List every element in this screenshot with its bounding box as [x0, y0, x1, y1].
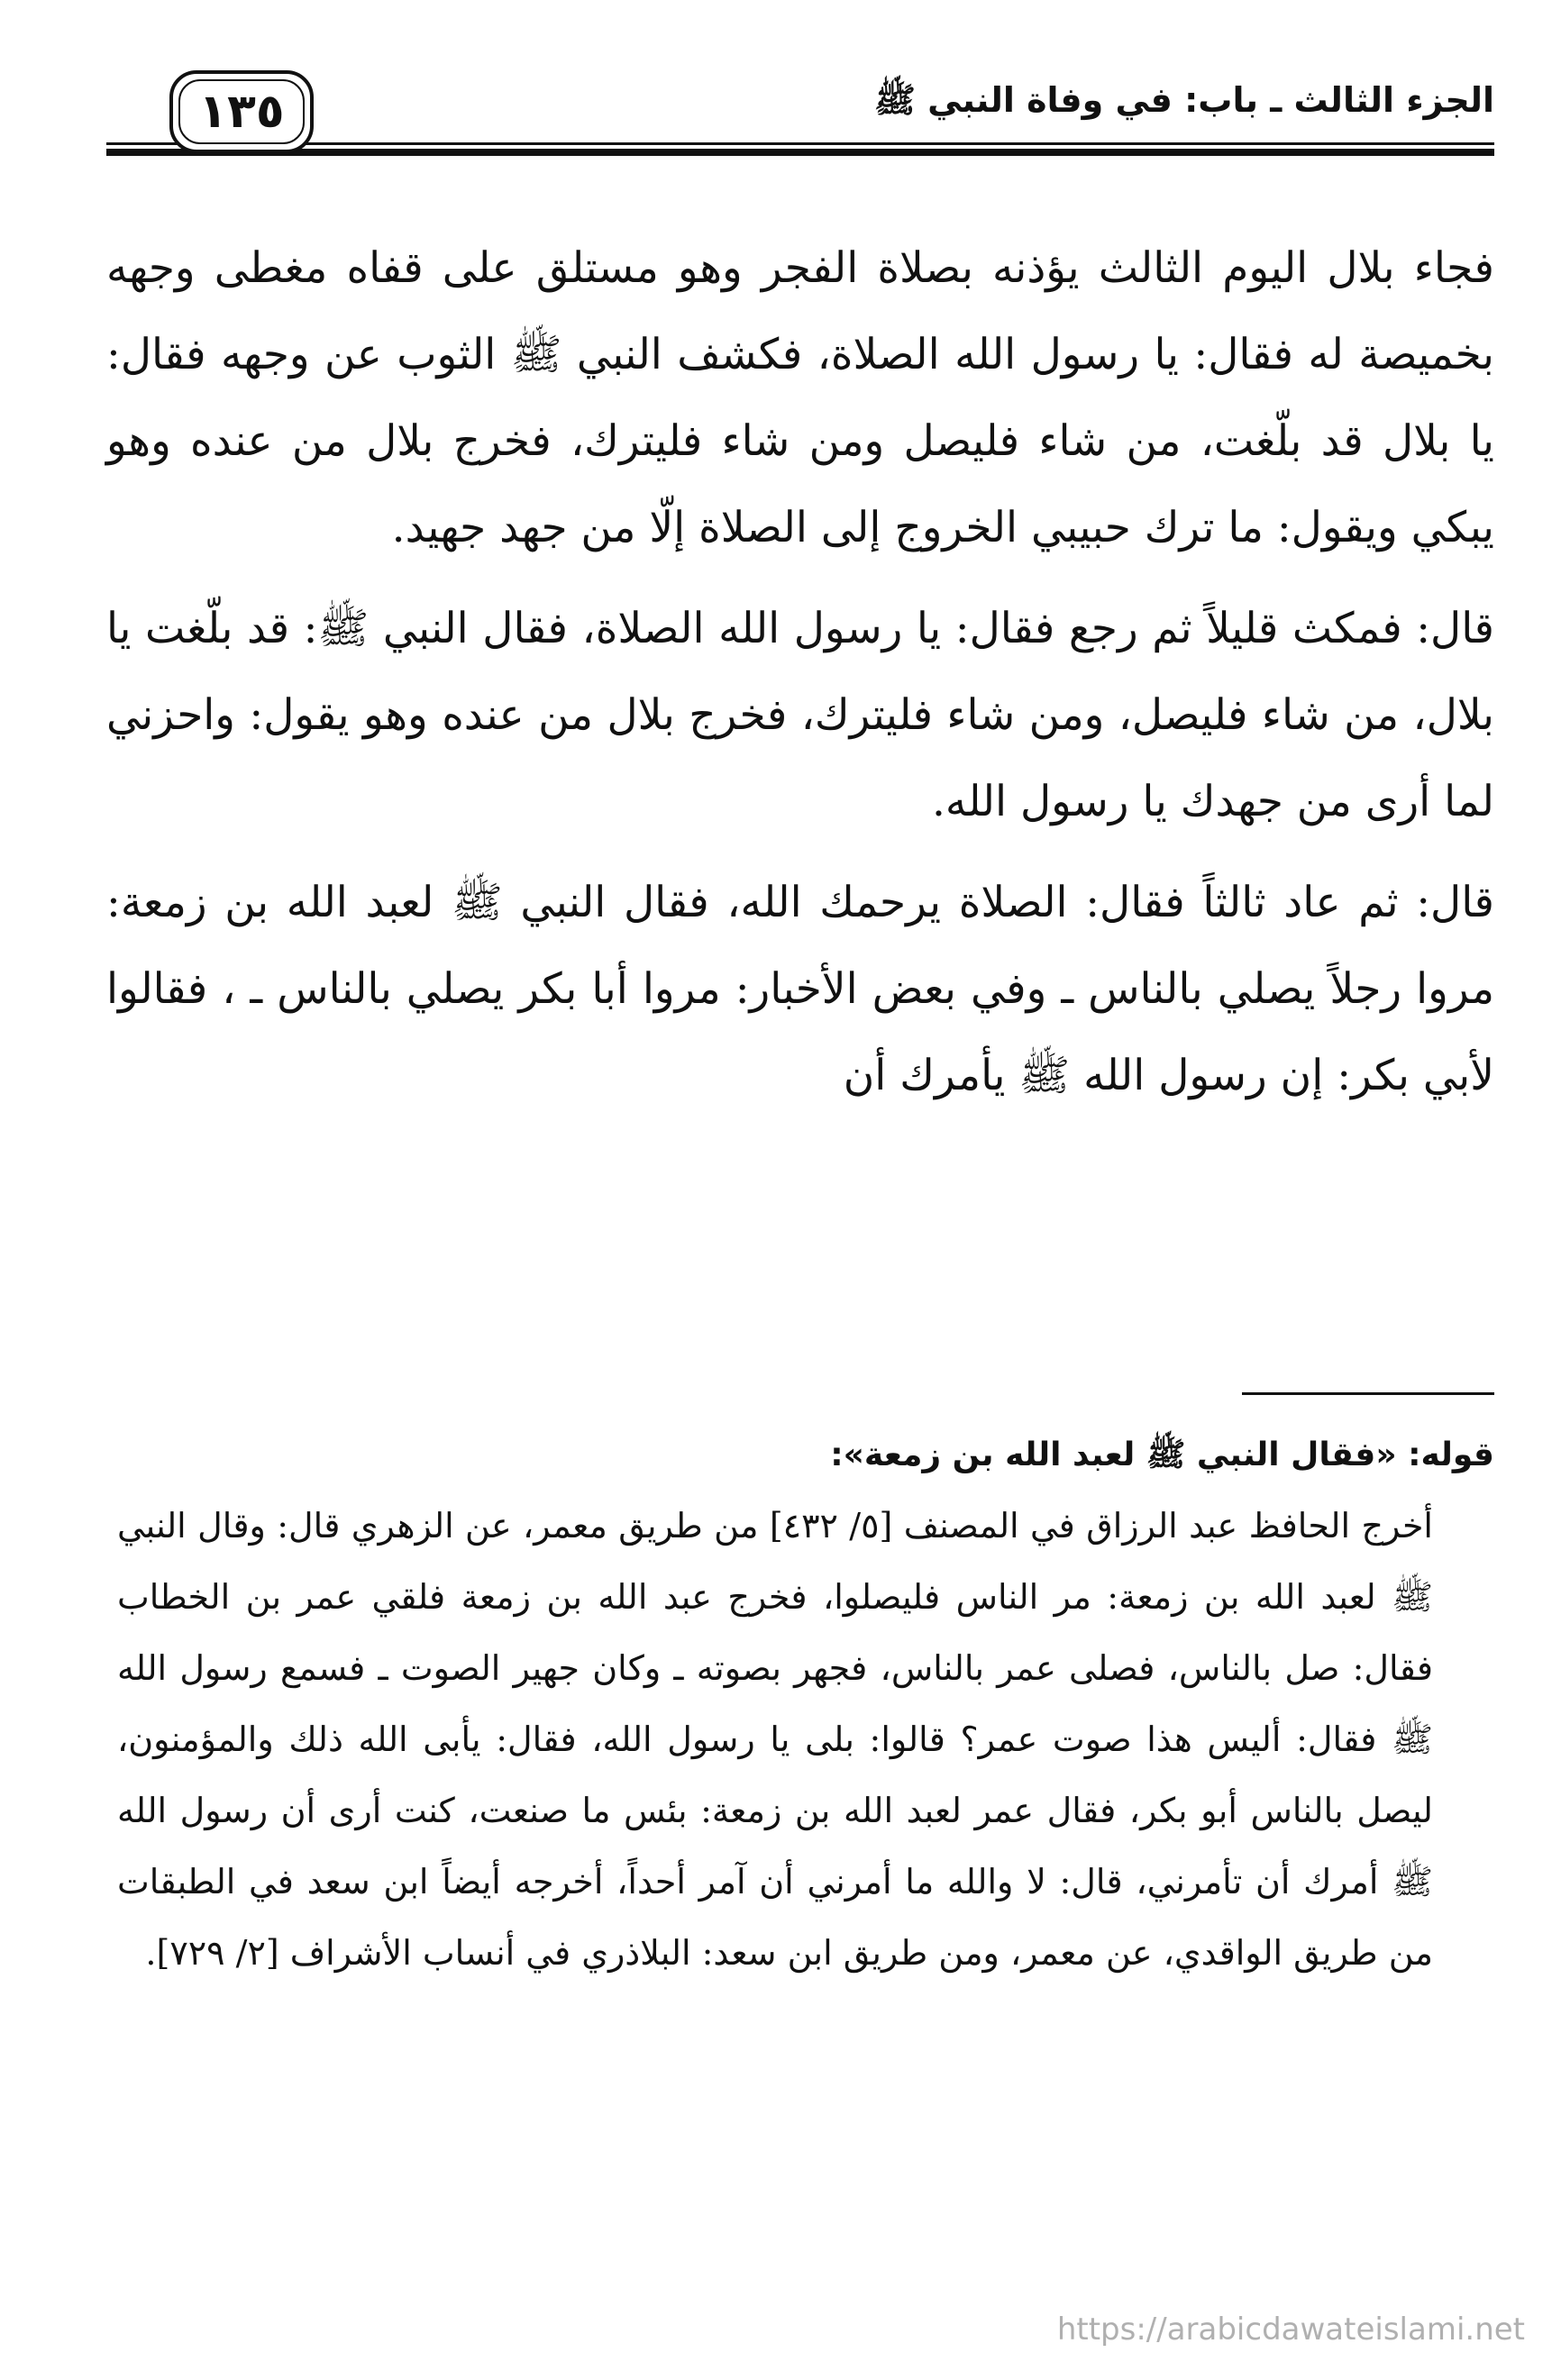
footnote	[117, 1419, 1494, 1989]
page-number-frame	[169, 70, 314, 153]
footnote-body: أخرج الحافظ عبد الرزاق في المصنف [٥/ ٤٣٢] من طريق معمر، عن الزهري قال: وقال النبي ﷺ لعبد الله بن زمعة: مر الناس فليصلوا، فخرج عبد الله بن زمعة فلقي عمر بن الخطاب فقال: صل بالناس، فصلى عمر بالناس، فجهر بصوته ـ وكان جهير الصوت ـ فسمع رسول الله ﷺ فقال: أليس هذا صوت عمر؟ قالوا: بلى يا رسول الله، فقال: يأبى الله ذلك والمؤمنون، ليصل بالناس أبو بكر، فقال عمر لعبد الله بن زمعة: بئس ما صنعت، كنت أرى أن رسول الله ﷺ أمرك أن تأمرني، قال: لا والله ما أمرني أن آمر أحداً، أخرجه أيضاً ابن سعد في الطبقات من طريق الواقدي، عن معمر، ومن طريق ابن سعد: البلاذري في أنساب الأشراف [٢/ ٧٢٩].	[117, 1506, 1433, 1973]
header-rule-thick	[106, 151, 1494, 156]
page-header	[106, 70, 1494, 169]
footnote-heading: قوله: «فقال النبي ﷺ لعبد الله بن زمعة»:	[830, 1436, 1494, 1473]
header-rule	[106, 142, 1494, 151]
paragraph: قال: فمكث قليلاً ثم رجع فقال: يا رسول الله الصلاة، فقال النبي ﷺ: قد بلّغت يا بلال، من شاء فليصل، ومن شاء فليترك، فخرج بلال من عنده وهو يقول: واحزني لما أرى من جهدك يا رسول الله.	[106, 604, 1494, 826]
footnote-separator	[1242, 1392, 1494, 1395]
page-number: ١٣٥	[198, 85, 285, 139]
paragraph: قال: ثم عاد ثالثاً فقال: الصلاة يرحمك الله، فقال النبي ﷺ لعبد الله بن زمعة: مروا رجلاً يصلي بالناس ـ وفي بعض الأخبار: مروا أبا بكر يصلي بالناس ـ ، فقالوا لأبي بكر: إن رسول الله ﷺ يأمرك أن	[106, 878, 1494, 1100]
paragraph: فجاء بلال اليوم الثالث يؤذنه بصلاة الفجر وهو مستلق على قفاه مغطى وجهه بخميصة له فقال: يا رسول الله الصلاة، فكشف النبي ﷺ الثوب عن وجهه فقال: يا بلال قد بلّغت، من شاء فليصل ومن شاء فليترك، فخرج بلال من عنده وهو يبكي ويقول: ما ترك حبيبي الخروج إلى الصلاة إلّا من جهد جهيد.	[106, 243, 1494, 552]
running-title: الجزء الثالث ـ باب: في وفاة النبي ﷺ	[873, 80, 1494, 120]
watermark-url: https://arabicdawateislami.net	[1056, 2312, 1525, 2348]
main-text	[106, 225, 1494, 1134]
